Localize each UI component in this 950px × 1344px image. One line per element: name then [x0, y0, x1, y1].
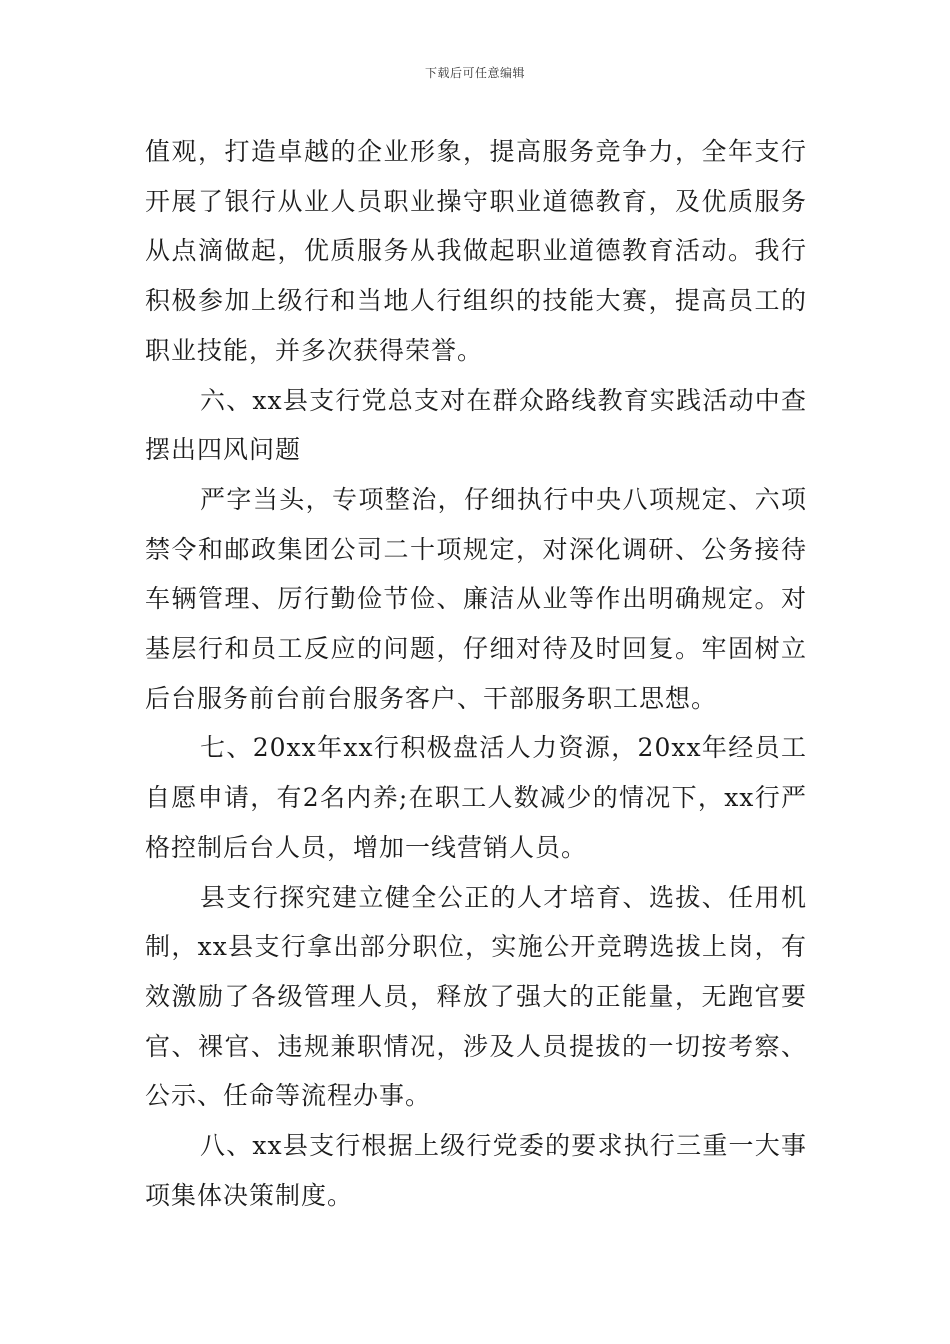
page-header: 下载后可任意编辑	[424, 66, 525, 80]
paragraph-section-eight: 八、xx县支行根据上级行党委的要求执行三重一大事项集体决策制度。	[145, 1131, 807, 1210]
paragraph-continuation: 值观，打造卓越的企业形象，提高服务竞争力，全年支行开展了银行从业人员职业操守职业道德教育，及优质服务从点滴做起，优质服务从我做起职业道德教育活动。我行积极参加上级行和当地人行组织的技能大赛，提高员工的职业技能，并多次获得荣誉。	[145, 137, 807, 365]
paragraph-section-seven: 七、20xx年xx行积极盘活人力资源，20xx年经员工自愿申请，有2名内养;在职工人数减少的情况下，xx行严格控制后台人员，增加一线营销人员。	[145, 733, 807, 862]
paragraph-section-six-body: 严字当头，专项整治，仔细执行中央八项规定、六项禁令和邮政集团公司二十项规定，对深化调研、公务接待车辆管理、厉行勤俭节俭、廉洁从业等作出明确规定。对基层行和员工反应的问题，仔细对待及时回复。牢固树立后台服务前台前台服务客户、干部服务职工思想。	[145, 484, 807, 713]
document-body	[145, 127, 807, 1220]
paragraph-talent-mechanism: 县支行探究建立健全公正的人才培育、选拔、任用机制，xx县支行拿出部分职位，实施公开竞聘选拔上岗，有效激励了各级管理人员，释放了强大的正能量，无跑官要官、裸官、违规兼职情况，涉及人员提拔的一切按考察、公示、任命等流程办事。	[145, 882, 807, 1111]
paragraph-section-six-heading: 六、xx县支行党总支对在群众路线教育实践活动中查摆出四风问题	[145, 385, 807, 465]
